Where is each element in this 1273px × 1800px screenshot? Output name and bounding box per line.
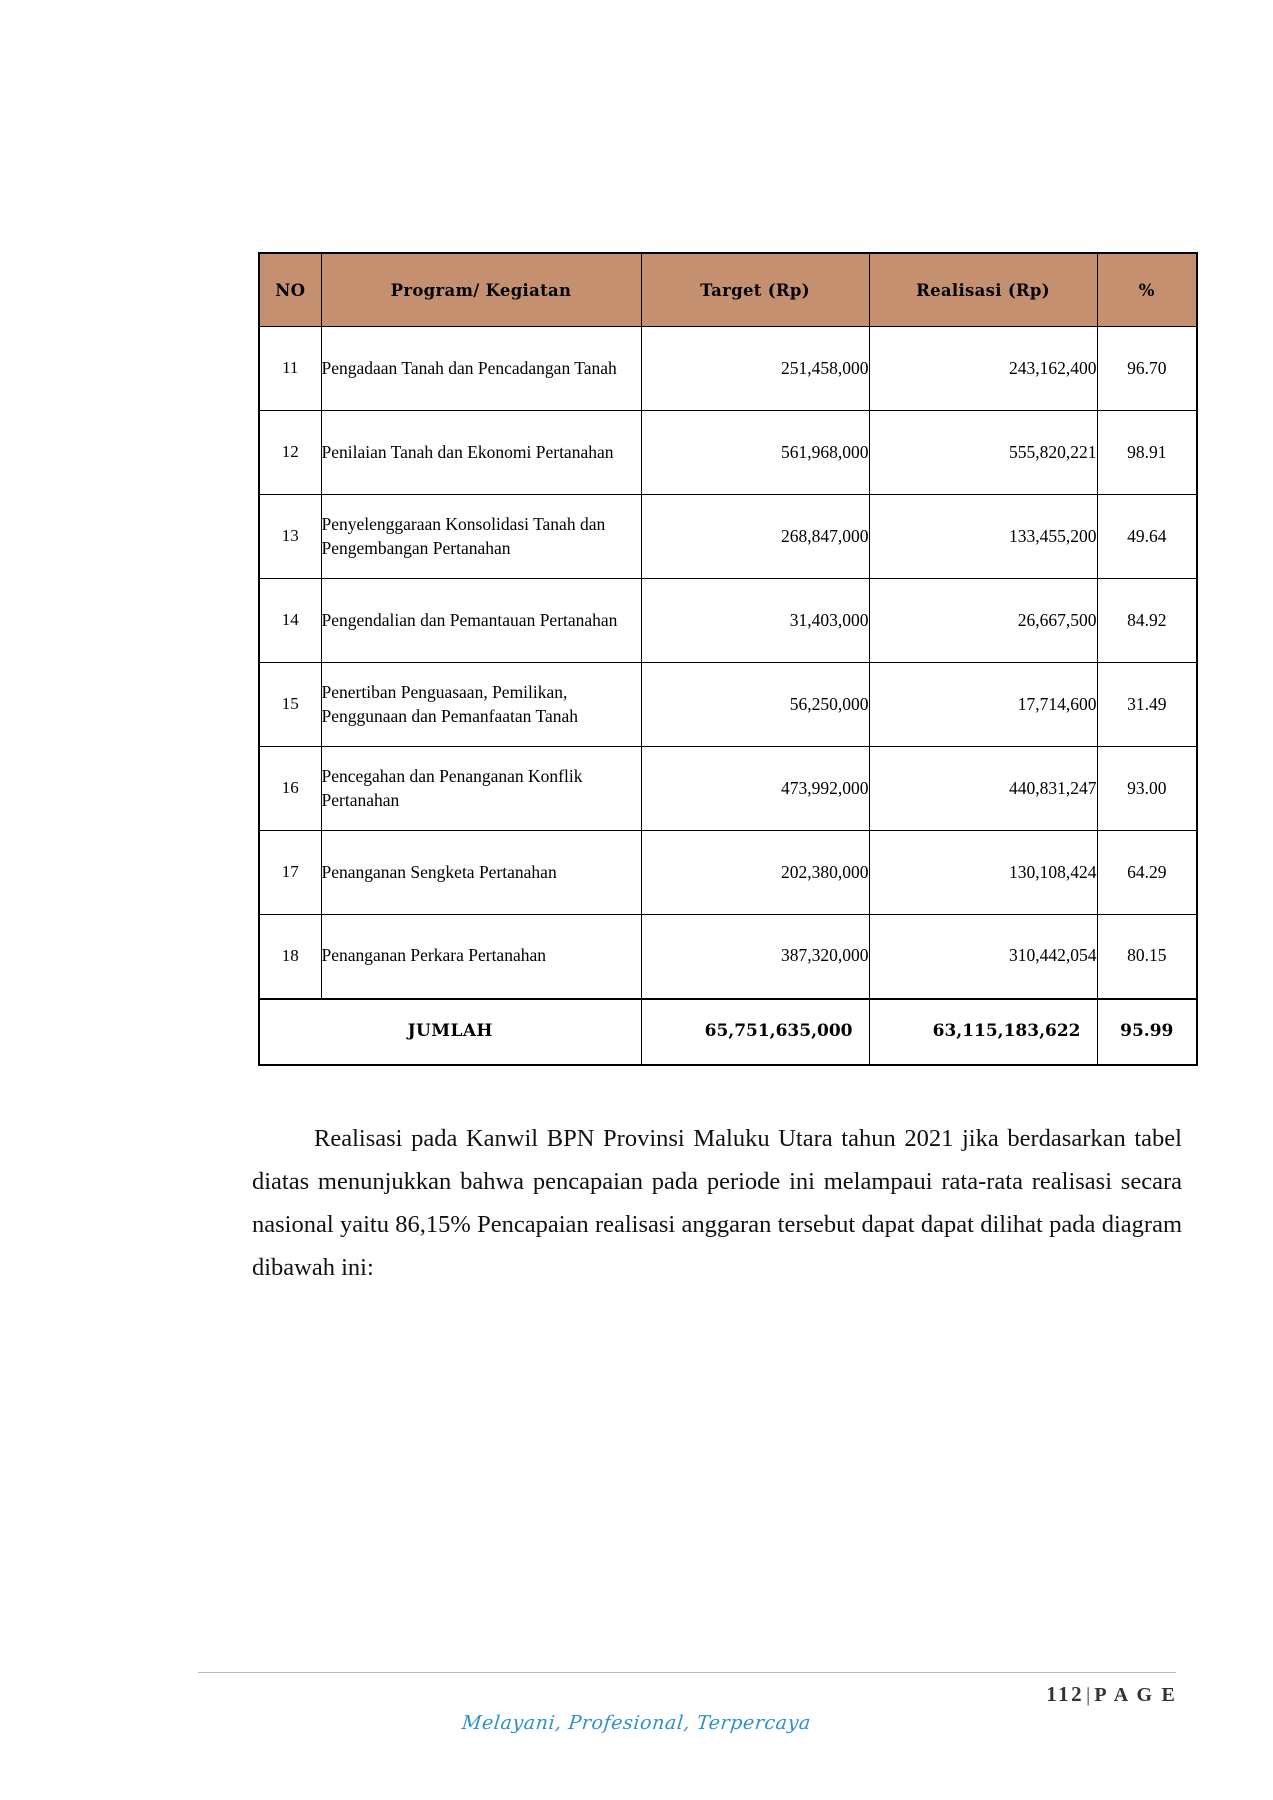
cell-program: Penertiban Penguasaan, Pemilikan, Penggunaan dan Pemanfaatan Tanah [321, 663, 641, 747]
cell-target: 387,320,000 [641, 915, 869, 999]
footer-separator: | [1086, 1684, 1093, 1706]
cell-no: 14 [259, 579, 321, 663]
cell-program: Pengendalian dan Pemantauan Pertanahan [321, 579, 641, 663]
table-row [259, 411, 1197, 495]
footer-page-word: P A G E [1094, 1684, 1177, 1706]
cell-program: Penilaian Tanah dan Ekonomi Pertanahan [321, 411, 641, 495]
cell-target: 31,403,000 [641, 579, 869, 663]
table-header-row [259, 253, 1197, 327]
cell-program: Penanganan Sengketa Pertanahan [321, 831, 641, 915]
table-row [259, 495, 1197, 579]
total-realisasi: 63,115,183,622 [869, 999, 1097, 1065]
footer-page-number: 112 [1046, 1682, 1085, 1706]
cell-persen: 80.15 [1097, 915, 1197, 999]
cell-program: Pengadaan Tanah dan Pencadangan Tanah [321, 327, 641, 411]
cell-no: 18 [259, 915, 321, 999]
table-header [259, 253, 1197, 327]
column-header-realisasi: Realisasi (Rp) [869, 253, 1097, 327]
cell-realisasi: 133,455,200 [869, 495, 1097, 579]
column-header-persen: % [1097, 253, 1197, 327]
table-row [259, 747, 1197, 831]
cell-realisasi: 17,714,600 [869, 663, 1097, 747]
total-label: JUMLAH [259, 999, 641, 1065]
total-persen: 95.99 [1097, 999, 1197, 1065]
cell-no: 13 [259, 495, 321, 579]
column-header-no: NO [259, 253, 321, 327]
cell-realisasi: 26,667,500 [869, 579, 1097, 663]
cell-realisasi: 555,820,221 [869, 411, 1097, 495]
cell-persen: 93.00 [1097, 747, 1197, 831]
cell-no: 12 [259, 411, 321, 495]
total-target: 65,751,635,000 [641, 999, 869, 1065]
cell-realisasi: 243,162,400 [869, 327, 1097, 411]
footer-tagline: Melayani, Profesional, Terpercaya [460, 1712, 813, 1734]
cell-target: 56,250,000 [641, 663, 869, 747]
budget-table-container [258, 252, 1178, 1066]
table-row [259, 579, 1197, 663]
footer-divider [198, 1672, 1176, 1673]
page-footer-number [1046, 1682, 1177, 1707]
cell-persen: 64.29 [1097, 831, 1197, 915]
column-header-program: Program/ Kegiatan [321, 253, 641, 327]
cell-persen: 84.92 [1097, 579, 1197, 663]
cell-program: Penanganan Perkara Pertanahan [321, 915, 641, 999]
table-total-row [259, 999, 1197, 1065]
cell-program: Penyelenggaraan Konsolidasi Tanah dan Pengembangan Pertanahan [321, 495, 641, 579]
cell-no: 16 [259, 747, 321, 831]
cell-realisasi: 130,108,424 [869, 831, 1097, 915]
cell-no: 17 [259, 831, 321, 915]
cell-persen: 96.70 [1097, 327, 1197, 411]
table-body [259, 327, 1197, 1065]
cell-target: 202,380,000 [641, 831, 869, 915]
cell-target: 561,968,000 [641, 411, 869, 495]
column-header-target: Target (Rp) [641, 253, 869, 327]
cell-target: 251,458,000 [641, 327, 869, 411]
cell-no: 11 [259, 327, 321, 411]
table-row [259, 915, 1197, 999]
table-row [259, 831, 1197, 915]
cell-target: 473,992,000 [641, 747, 869, 831]
cell-persen: 98.91 [1097, 411, 1197, 495]
cell-persen: 31.49 [1097, 663, 1197, 747]
table-row [259, 663, 1197, 747]
cell-realisasi: 440,831,247 [869, 747, 1097, 831]
cell-target: 268,847,000 [641, 495, 869, 579]
budget-table [258, 252, 1198, 1066]
cell-program: Pencegahan dan Penanganan Konflik Pertanahan [321, 747, 641, 831]
cell-realisasi: 310,442,054 [869, 915, 1097, 999]
table-row [259, 327, 1197, 411]
cell-no: 15 [259, 663, 321, 747]
cell-persen: 49.64 [1097, 495, 1197, 579]
body-paragraph: Realisasi pada Kanwil BPN Provinsi Maluku Utara tahun 2021 jika berdasarkan tabel diatas menunjukkan bahwa pencapaian pada periode ini melampaui rata-rata realisasi secara nasional yaitu 86,15% Pencapaian realisasi anggaran tersebut dapat dapat dilihat pada diagram dibawah ini: [252, 1125, 1182, 1281]
